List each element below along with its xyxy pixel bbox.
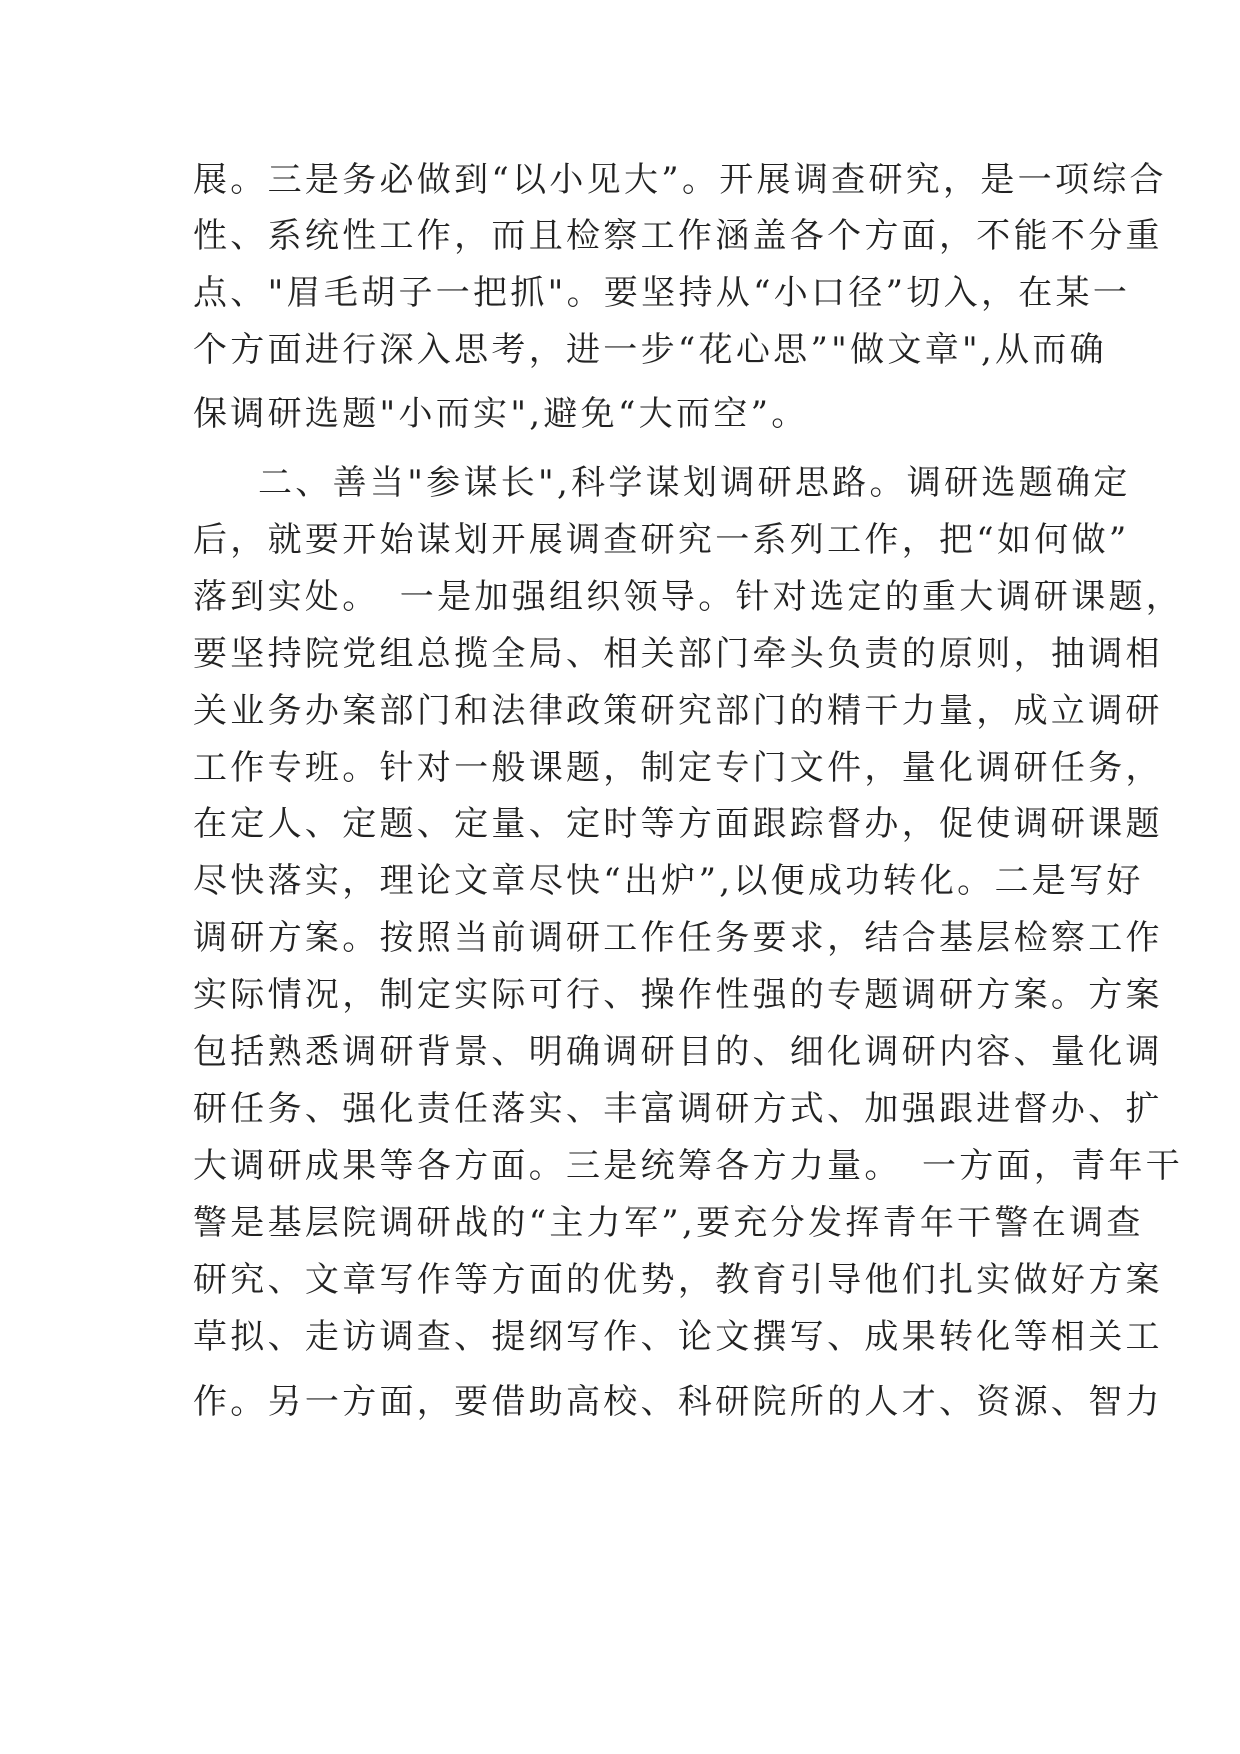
text-line: 大调研成果等各方面。三是统筹各方力量。 一方面，青年干 xyxy=(193,1146,1184,1186)
text-line: 草拟、走访调查、提纲写作、论文撰写、成果转化等相关工 xyxy=(193,1317,1163,1357)
text-line: 包括熟悉调研背景、明确调研目的、细化调研内容、量化调 xyxy=(193,1032,1163,1072)
text-line: 保调研选题"小而实",避免“大而空”。 xyxy=(193,394,809,434)
text-line: 后，就要开始谋划开展调查研究一系列工作，把“如何做” xyxy=(193,520,1130,560)
text-line: 关业务办案部门和法律政策研究部门的精干力量，成立调研 xyxy=(193,691,1163,731)
text-line: 点、"眉毛胡子一把抓"。要坚持从“小口径”切入，在某一 xyxy=(193,273,1131,313)
text-line: 作。另一方面，要借助高校、科研院所的人才、资源、智力 xyxy=(193,1382,1163,1422)
text-line: 研究、文章写作等方面的优势，教育引导他们扎实做好方案 xyxy=(193,1260,1163,1300)
text-line: 性、系统性工作，而且检察工作涵盖各个方面，不能不分重 xyxy=(193,216,1163,256)
text-line: 落到实处。 一是加强组织领导。针对选定的重大调研课题， xyxy=(193,577,1184,617)
text-line: 警是基层院调研战的“主力军”,要充分发挥青年干警在调查 xyxy=(193,1203,1144,1243)
text-line: 在定人、定题、定量、定时等方面跟踪督办，促使调研课题 xyxy=(193,804,1163,844)
text-line: 研任务、强化责任落实、丰富调研方式、加强跟进督办、扩 xyxy=(193,1089,1163,1129)
text-line: 要坚持院党组总揽全局、相关部门牵头负责的原则，抽调相 xyxy=(193,634,1163,674)
text-line: 工作专班。针对一般课题，制定专门文件，量化调研任务， xyxy=(193,748,1163,788)
text-line: 调研方案。按照当前调研工作任务要求，结合基层检察工作 xyxy=(193,918,1163,958)
text-line: 展。三是务必做到“以小见大”。开展调查研究，是一项综合 xyxy=(193,160,1167,200)
text-line: 个方面进行深入思考，进一步“花心思”"做文章",从而确 xyxy=(193,330,1107,370)
text-line: 实际情况，制定实际可行、操作性强的专题调研方案。方案 xyxy=(193,975,1163,1015)
paragraph-start-line: 二、善当"参谋长",科学谋划调研思路。调研选题确定 xyxy=(258,463,1131,503)
text-line: 尽快落实，理论文章尽快“出炉”,以便成功转化。二是写好 xyxy=(193,861,1144,901)
